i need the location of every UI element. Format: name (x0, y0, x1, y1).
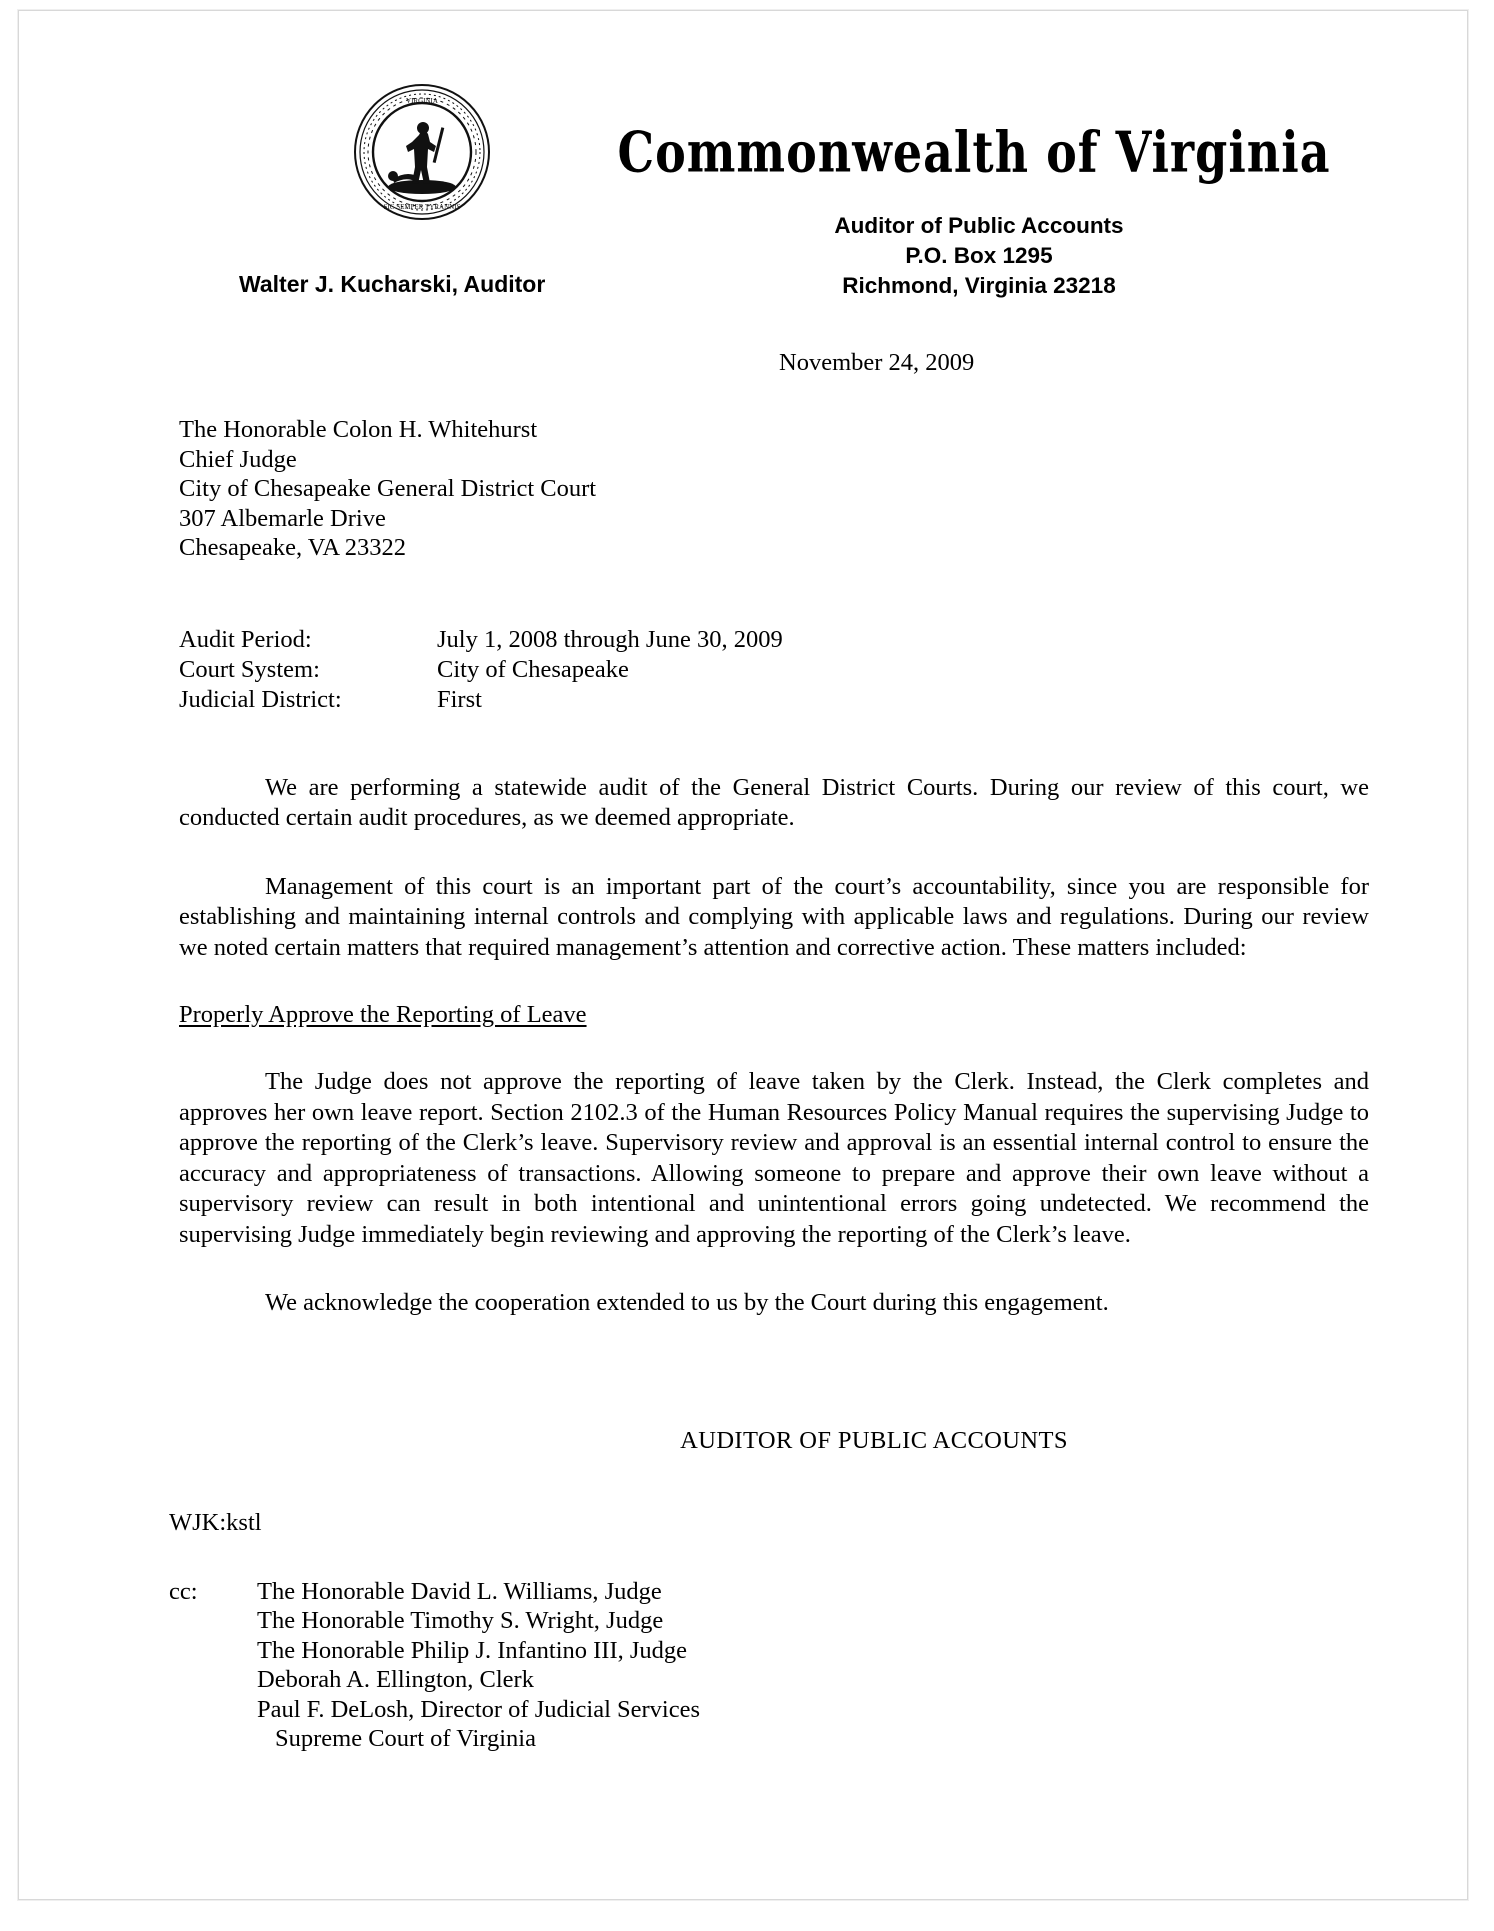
state-title: Commonwealth of Virginia (617, 119, 1331, 185)
list-item: The Honorable Philip J. Infantino III, Judge (257, 1636, 688, 1664)
addressee-block (179, 415, 1369, 563)
addressee-line: Chief Judge (179, 445, 297, 473)
meta-label: Audit Period: (179, 625, 312, 653)
meta-value: July 1, 2008 through June 30, 2009 (437, 625, 783, 653)
paragraph-finding: The Judge does not approve the reporting of leave taken by the Clerk. Instead, the Clerk completes and approves her own leave report. Section 2102.3 of the Human Resources Policy Manual requires the supervising Judge to approve the reporting of the Clerk’s leave. Supervisory review and approval is an essential internal control to ensure the accuracy and appropriateness of transactions. Allowing someone to prepare and approve their own leave without a supervisory review can result in both intentional and unintentional errors going undetected. We recommend the supervising Judge immediately begin reviewing and approving the reporting of the Clerk’s leave. (179, 1068, 1369, 1248)
table-row (179, 625, 783, 655)
addressee-line: City of Chesapeake General District Court (179, 475, 597, 502)
meta-label: Judicial District: (179, 685, 342, 713)
list-item: Paul F. DeLosh, Director of Judicial Services (257, 1695, 701, 1723)
list-item: The Honorable David L. Williams, Judge (257, 1577, 662, 1605)
auditor-name: Walter J. Kucharski, Auditor (239, 271, 546, 297)
virginia-state-seal-icon (353, 83, 491, 221)
cc-recipient-list (257, 1577, 700, 1754)
agency-city-state-zip: Richmond, Virginia 23218 (842, 273, 1116, 298)
table-row (179, 655, 783, 685)
list-item: Deborah A. Ellington, Clerk (257, 1666, 534, 1693)
document-page (18, 10, 1468, 1900)
table-row (179, 685, 783, 715)
paragraph-intro: We are performing a statewide audit of the General District Courts. During our review of this court, we conducted certain audit procedures, as we deemed appropriate. (179, 773, 1369, 831)
addressee-line: The Honorable Colon H. Whitehurst (179, 416, 538, 443)
typist-initials: WJK:kstl (169, 1508, 262, 1536)
audit-meta-table (179, 625, 783, 715)
agency-address (649, 211, 1309, 301)
list-item: The Honorable Timothy S. Wright, Judge (257, 1607, 664, 1634)
document-body (169, 71, 1369, 1754)
meta-label: Court System: (179, 655, 320, 683)
svg-text:SIC SEMPER TYRANNIS: SIC SEMPER TYRANNIS (383, 203, 461, 211)
paragraph-management: Management of this court is an important part of the court’s accountability, since you are responsible for establishing and maintaining internal controls and complying with applicable laws and regulations. During our review we noted certain matters that required management’s attention and corrective action. These matters included: (179, 872, 1369, 961)
letter-date: November 24, 2009 (779, 349, 975, 376)
agency-name: Auditor of Public Accounts (834, 213, 1124, 238)
svg-text:VIRGINIA: VIRGINIA (406, 97, 438, 105)
signature-block: AUDITOR OF PUBLIC ACCOUNTS (680, 1426, 1068, 1454)
letterhead (179, 71, 1369, 301)
section-heading: Properly Approve the Reporting of Leave (179, 1001, 587, 1028)
cc-label: cc: (169, 1577, 198, 1605)
list-item: Supreme Court of Virginia (275, 1725, 536, 1752)
cc-block (169, 1577, 1369, 1754)
addressee-line: 307 Albemarle Drive (179, 504, 386, 532)
meta-value: First (437, 685, 482, 713)
agency-po-box: P.O. Box 1295 (905, 243, 1053, 268)
paragraph-closing: We acknowledge the cooperation extended to us by the Court during this engagement. (265, 1289, 1109, 1316)
addressee-line: Chesapeake, VA 23322 (179, 534, 407, 561)
meta-value: City of Chesapeake (437, 655, 629, 683)
